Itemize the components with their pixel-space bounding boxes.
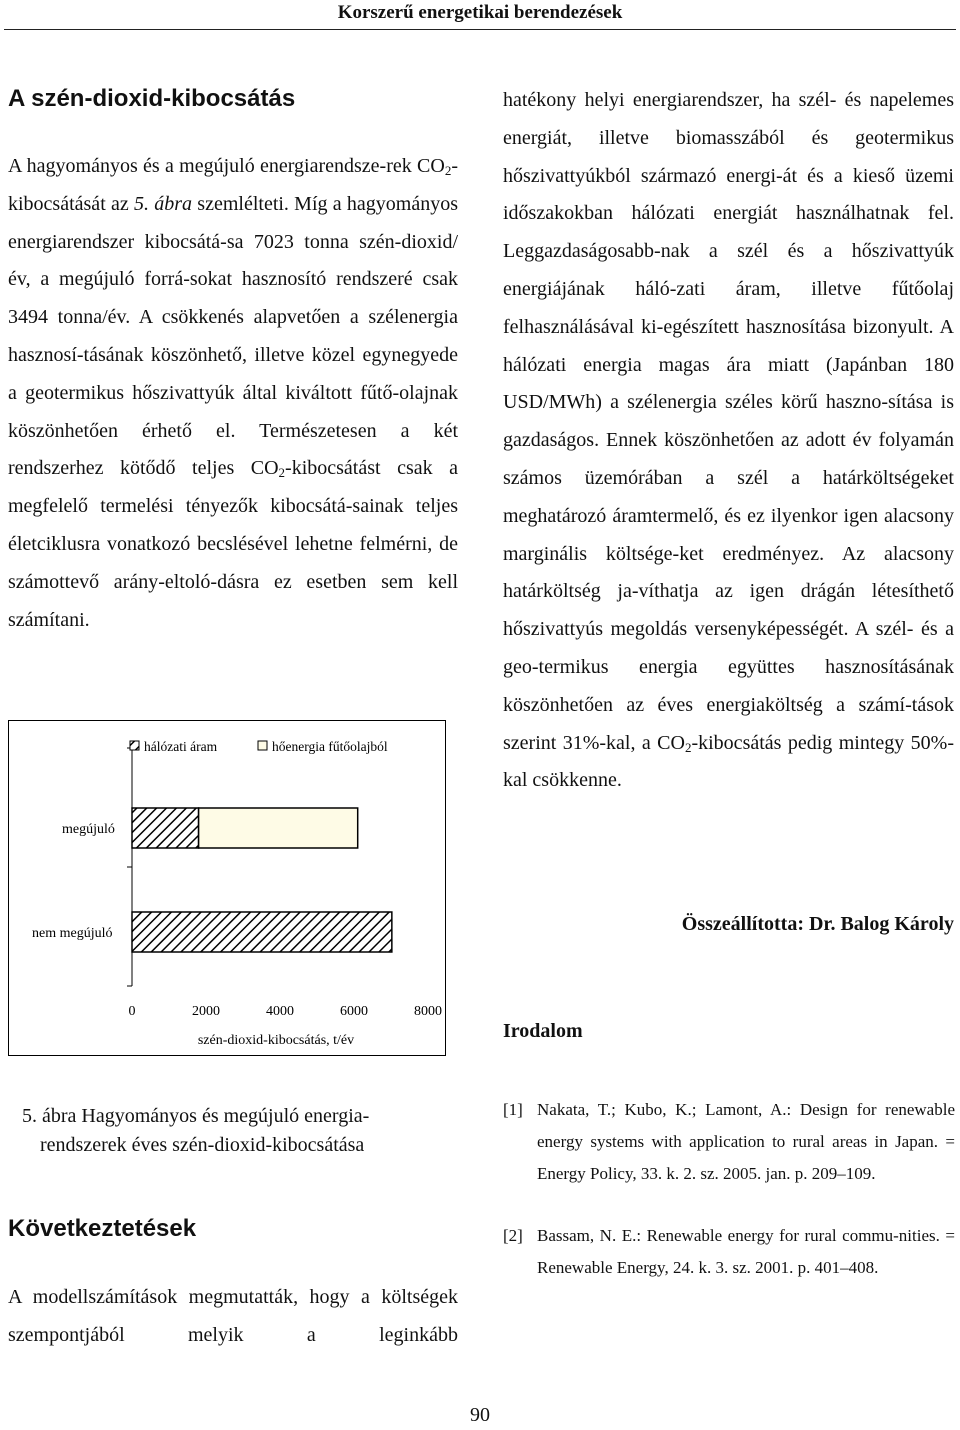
category-label: megújuló: [62, 822, 115, 837]
figure-reference: 5. ábra: [134, 192, 193, 215]
page-number: 90: [470, 1404, 490, 1426]
reference-text: Nakata, T.; Kubo, K.; Lamont, A.: Design for renewable energy systems with application to rural areas in Japan. = Energy Policy, 33. k. 2. sz. 2005. jan. p. 209–109.: [537, 1100, 955, 1183]
reference-list: [503, 1094, 955, 1314]
chart-svg: [8, 718, 448, 1058]
reference-item: [503, 1094, 955, 1190]
x-tick-label: 6000: [340, 1004, 368, 1019]
text-run: -kibocsátást csak a megfelelő termelési tényezők kibocsátá-sainak teljes életciklusra vonatkozó becslésével lehetne felmérni, de számottevő arány-eltoló-dásra ez esetben sem kell számítani.: [8, 457, 458, 631]
reference-text: Bassam, N. E.: Renewable energy for rural commu-nities. = Renewable Energy, 24. k. 3. sz. 2001. p. 401–408.: [537, 1226, 955, 1277]
right-column: [503, 84, 954, 800]
legend-label: hálózati áram: [144, 739, 218, 754]
text-run: A hagyományos és a megújuló energiarendsze-rek CO: [8, 155, 445, 177]
left-column: [8, 84, 458, 639]
text-run: hatékony helyi energiarendszer, ha szél- és napelemes energiát, illetve biomasszából és geotermikus hőszivattyúkból származó energi-át és a kieső üzemi időszakokban hálózati energiát használhatnak fel. Leggazdaságosabb-nak a szél és a hőszivattyúk energiájának háló-zati áram, illetve fűtőolaj felhasználásával ki-egészített hasznosítása bizonyult. A hálózati energia magas ára miatt (Japánban 180 USD/MWh) a szélenergia széles körű haszno-sítása is gazdaságos. Ennek köszönhetően az adott év folyamán számos üzemórában a szél a határköltségeket meghatározó áramtermelő, és ez ilyenkor igen alacsony marginális költsége-ket eredményez. Az alacsony határköltség ja-víthatja az igen drágán létesíthető hőszivattyús megoldás versenyképességét. A szél- és a geo-termikus energia együttes hasznosításának köszönhetően az éves energiaköltség a számí-tások szerint 31%-kal, a CO: [503, 89, 954, 754]
legend-swatch: [130, 741, 139, 750]
x-tick-label: 4000: [266, 1004, 294, 1019]
reference-item: [503, 1220, 955, 1284]
figure-5-chart: [8, 718, 448, 1058]
text-run: szemlélteti. Míg a hagyományos energiarendszer kibocsátá-sa 7023 tonna szén-dioxid/év, a megújuló forrá-sokat hasznosító rendszeré csak 3494 tonna/év. A csökkenés alapvetően a szélenergia hasznosí-tásának köszönhető, illetve közel egynegyede a geotermikus hőszivattyúk által kiváltott fűtő-olajnak köszönhetően érhető el. Természetesen a két rendszerhez kötődő teljes CO: [8, 192, 458, 480]
legend-swatch: [258, 741, 267, 750]
co2-paragraph: [8, 148, 458, 639]
caption-line-1: 5. ábra Hagyományos és megújuló energia-: [22, 1105, 370, 1127]
conclusions-continued-paragraph: [503, 82, 954, 800]
bar-segment: [132, 912, 392, 952]
reference-number: [2]: [503, 1226, 523, 1245]
bar-segment: [199, 808, 358, 848]
figure-caption: [22, 1102, 452, 1160]
compiled-by: Összeállította: Dr. Balog Károly: [681, 913, 954, 935]
x-tick-label: 0: [128, 1004, 136, 1019]
conclusions-paragraph: A modellszámítások megmutatták, hogy a költségek szempontjából melyik a leginkább: [8, 1286, 458, 1346]
header-divider: [4, 29, 956, 30]
subscript: 2: [684, 739, 692, 755]
reference-number: [1]: [503, 1100, 523, 1119]
subscript: 2: [444, 163, 452, 178]
x-tick-label: 8000: [414, 1004, 442, 1019]
running-header: [0, 0, 960, 30]
section-title-conclusions: Következtetések: [8, 1215, 197, 1242]
journal-title: Korszerű energetikai berendezések: [337, 2, 623, 23]
bar-segment: [132, 808, 199, 848]
chart-frame: [9, 721, 446, 1056]
text-run: -kibocsátás pedig mintegy 50%-kal csökkenne.: [503, 731, 954, 792]
category-label: nem megújuló: [32, 926, 113, 941]
section-title-co2: A szén-dioxid-kibocsátás: [8, 85, 296, 112]
caption-line-2: rendszerek éves szén-dioxid-kibocsátása: [40, 1134, 365, 1156]
x-tick-label: 2000: [192, 1004, 220, 1019]
literature-title: Irodalom: [503, 1020, 583, 1042]
legend-label: hőenergia fűtőolajból: [272, 739, 388, 754]
subscript: 2: [278, 465, 286, 481]
text-run: -kibocsátását az: [8, 155, 458, 215]
x-axis-title: szén-dioxid-kibocsátás, t/év: [197, 1033, 355, 1048]
